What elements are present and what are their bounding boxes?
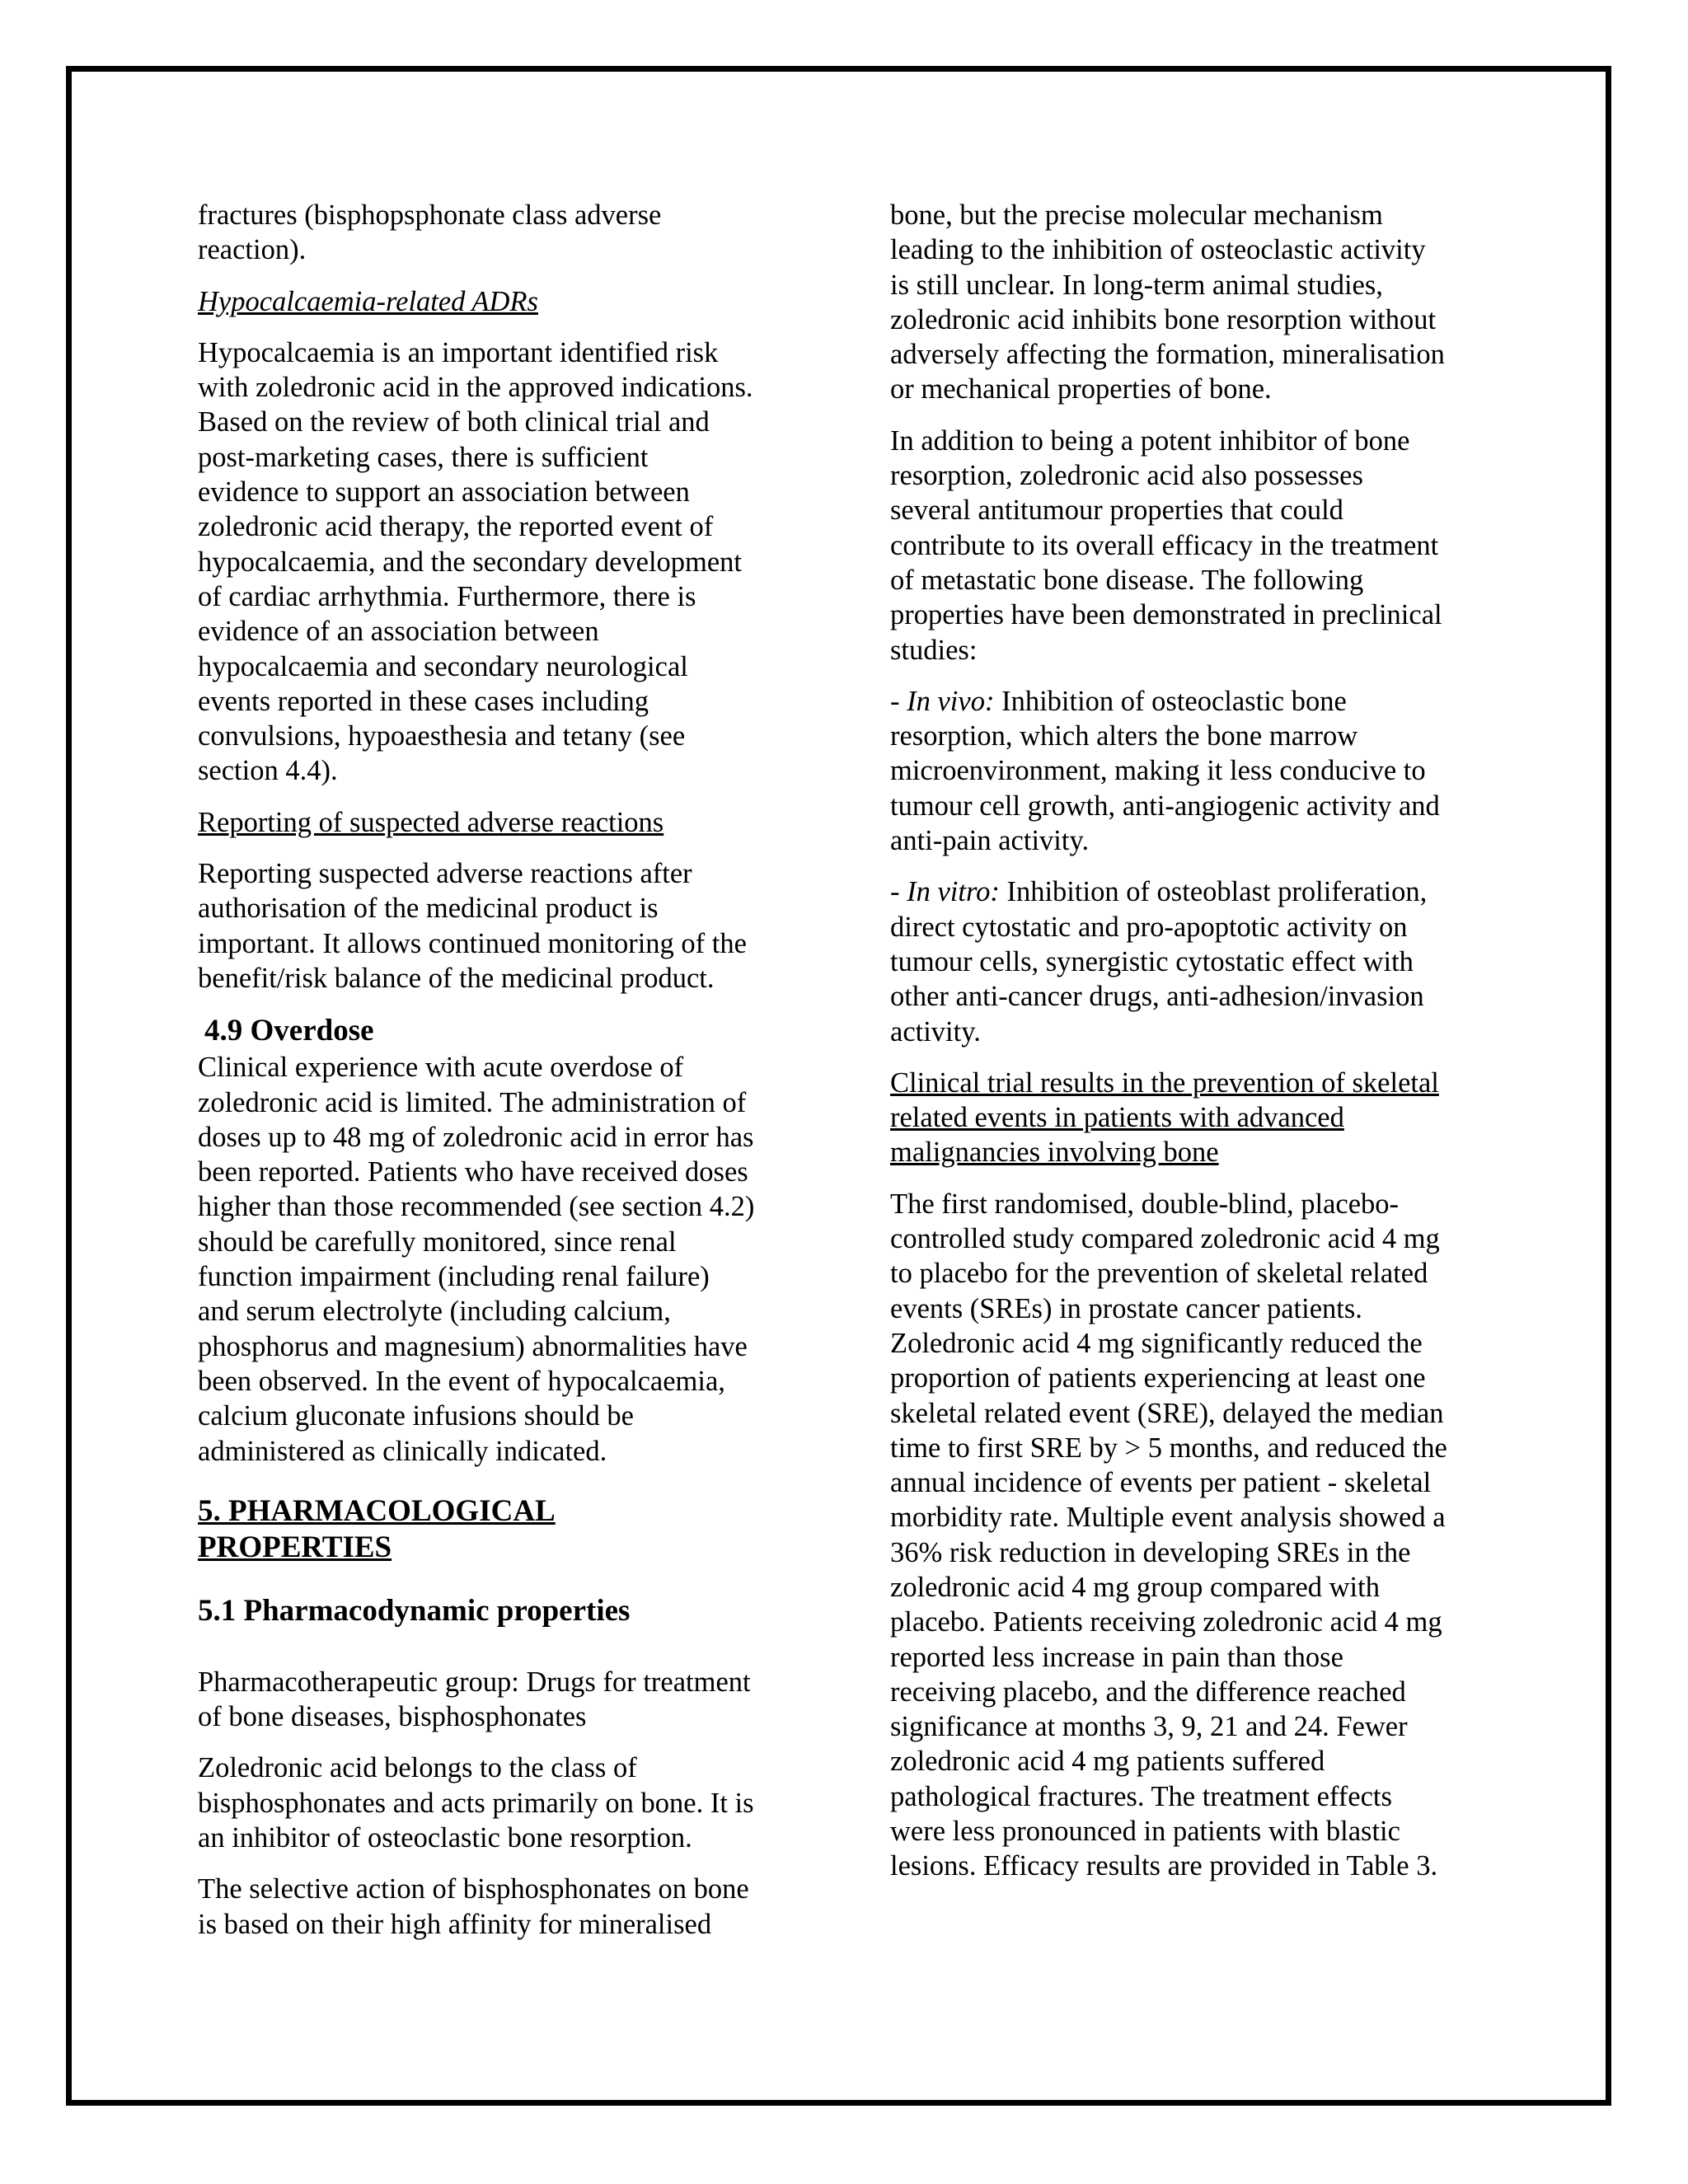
- right-column: [890, 198, 1500, 1884]
- in-vitro-paragraph: - In vitro: Inhibition of osteoblast proliferation, direct cytostatic and pro-apoptotic activity on tumour cells, synergistic cytostatic effect with other anti-cancer drugs, anti-adhesion/invasion activity.: [890, 876, 1428, 1047]
- hypocalcaemia-heading: Hypocalcaemia-related ADRs: [198, 285, 538, 317]
- zoledronic-class-paragraph: Zoledronic acid belongs to the class of bisphosphonates and acts primarily on bone. It is an inhibitor of osteoclastic bone resorption.: [198, 1752, 754, 1854]
- antitumour-paragraph: In addition to being a potent inhibitor of bone resorption, zoledronic acid also possesses several antitumour properties that could contribute to its overall efficacy in the treatment of metastatic bone disease. The following properties have been demonstrated in preclinical studies:: [890, 424, 1442, 666]
- hypocalcaemia-paragraph: Hypocalcaemia is an important identified risk with zoledronic acid in the approved indications. Based on the review of both clinical trial and post-marketing cases, there is sufficient evidence to support an association between zoledronic acid therapy, the reported event of hypocalcaemia, and the secondary development of cardiac arrhythmia. Furthermore, there is evidence of an association between hypocalcaemia and secondary neurological events reported in these cases including convulsions, hypoaesthesia and tetany (see section 4.4).: [198, 336, 753, 787]
- left-column: [198, 198, 812, 1942]
- reporting-paragraph: Reporting suspected adverse reactions after authorisation of the medicinal product is important. It allows continued monitoring of the benefit/risk balance of the medicinal product.: [198, 858, 747, 994]
- bone-mechanism-paragraph: bone, but the precise molecular mechanism leading to the inhibition of osteoclastic activity is still unclear. In long-term animal studies, zoledronic acid inhibits bone resorption without adversely affecting the formation, mineralisation or mechanical properties of bone.: [890, 199, 1445, 405]
- intro-paragraph: fractures (bisphopsphonate class adverse reaction).: [198, 199, 662, 266]
- section-5-heading: 5. PHARMACOLOGICAL PROPERTIES: [198, 1493, 556, 1564]
- in-vitro-label: In vitro:: [907, 876, 1000, 908]
- pharmacotherapeutic-group-paragraph: Pharmacotherapeutic group: Drugs for treatment of bone diseases, bisphosphonates: [198, 1666, 751, 1733]
- section-5-1-heading: 5.1 Pharmacodynamic properties: [198, 1593, 631, 1628]
- selective-action-paragraph: The selective action of bisphosphonates on bone is based on their high affinity for mineralised: [198, 1873, 749, 1940]
- overdose-heading: 4.9 Overdose: [204, 1014, 374, 1048]
- in-vivo-paragraph: - In vivo: Inhibition of osteoclastic bone resorption, which alters the bone marrow microenvironment, making it less conducive to tumour cell growth, anti-angiogenic activity and anti-pain activity.: [890, 685, 1440, 857]
- overdose-paragraph: Clinical experience with acute overdose of zoledronic acid is limited. The administration of doses up to 48 mg of zoledronic acid in error has been reported. Patients who have received doses higher than those recommended (see section 4.2) should be carefully monitored, since renal function impairment (including renal failure) and serum electrolyte (including calcium, phosphorus and magnesium) abnormalities have been observed. In the event of hypocalcaemia, calcium gluconate infusions should be administered as clinically indicated.: [198, 1052, 755, 1467]
- in-vivo-label: In vivo:: [907, 685, 995, 717]
- clinical-trial-heading: Clinical trial results in the prevention of skeletal related events in patients with advanced malignancies involving bone: [890, 1066, 1439, 1169]
- reporting-heading: Reporting of suspected adverse reactions: [198, 806, 664, 838]
- first-study-paragraph: The first randomised, double-blind, placebo- controlled study compared zoledronic acid 4 mg to placebo for the prevention of skeletal related events (SREs) in prostate cancer patients. Zoledronic acid 4 mg significantly reduced the proportion of patients experiencing at least one skeletal related event (SRE), delayed the median time to first SRE by > 5 months, and reduced the annual incidence of events per patient - skeletal morbidity rate. Multiple event analysis showed a 36% risk reduction in developing SREs in the zoledronic acid 4 mg group compared with placebo. Patients receiving zoledronic acid 4 mg reported less increase in pain than those receiving placebo, and the difference reached significance at months 3, 9, 21 and 24. Fewer zoledronic acid 4 mg patients suffered pathological fractures. The treatment effects were less pronounced in patients with blastic lesions. Efficacy results are provided in Table 3.: [890, 1188, 1447, 1882]
